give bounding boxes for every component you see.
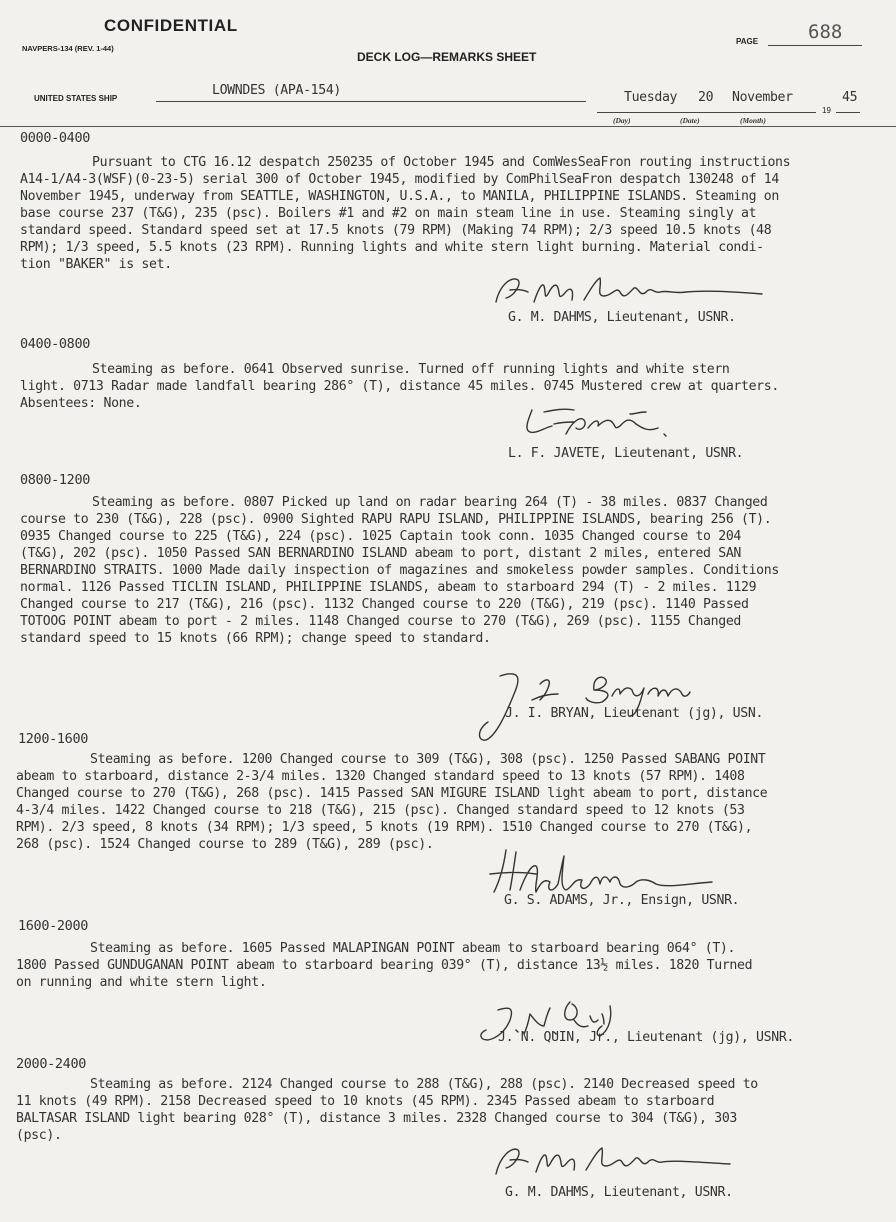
log-line: 11 knots (49 RPM). 2158 Decreased speed to 10 knots (45 RPM). 2345 Passed abeam to starboard [16, 1094, 715, 1109]
signer-name: L. F. JAVETE, Lieutenant, USNR. [508, 446, 744, 461]
log-line: 4-3/4 miles. 1422 Changed course to 218 (T&G), 215 (psc). Changed standard speed to 12 knots (53 [16, 803, 745, 818]
log-line: abeam to starboard, distance 2-3/4 miles. 1320 Changed standard speed to 13 knots (57 RPM). 1408 [16, 769, 745, 784]
log-line: Changed course to 270 (T&G), 268 (psc). 1415 Passed SAN MIGURE ISLAND light abeam to port, distance [16, 786, 768, 801]
log-line: course to 230 (T&G), 228 (psc). 0900 Sighted RAPU RAPU ISLAND, PHILIPPINE ISLANDS, bearing 256 (T). [20, 512, 772, 527]
signer-name: J. N. QUIN, Jr., Lieutenant (jg), USNR. [498, 1030, 794, 1045]
year-underline [836, 112, 860, 113]
log-line: Changed course to 217 (T&G), 216 (psc). 1132 Changed course to 220 (T&G), 219 (psc). 1140 Passed [20, 597, 749, 612]
log-line: BERNARDINO STRAITS. 1000 Made daily inspection of magazines and smokeless powder samples. Conditions [20, 563, 779, 578]
log-line: 268 (psc). 1524 Changed course to 289 (T&G), 289 (psc). [16, 837, 434, 852]
log-line: RPM); 1/3 speed, 5.5 knots (23 RPM). Running lights and white stern light burning. Material condi- [20, 240, 764, 255]
log-line: TOTOOG POINT abeam to port - 2 miles. 1148 Changed course to 270 (T&G), 269 (psc). 1155 Changed [20, 614, 742, 629]
ship-label: UNITED STATES SHIP [34, 94, 118, 103]
signature-dahms [488, 272, 788, 312]
classification-label: CONFIDENTIAL [104, 16, 238, 35]
log-line: standard speed to 15 knots (66 RPM); change speed to standard. [20, 631, 491, 646]
signature-javete [518, 402, 698, 442]
log-line: BALTASAR ISLAND light bearing 028° (T), distance 3 miles. 2328 Changed course to 304 (T&G), 303 [16, 1111, 738, 1126]
watch-label: 0000-0400 [20, 130, 90, 146]
watch-label: 2000-2400 [16, 1056, 86, 1072]
year-prefix: 19 [822, 106, 831, 115]
month-value: November [732, 90, 793, 105]
log-line: (T&G), 202 (psc). 1050 Passed SAN BERNARDINO ISLAND abeam to port, distant 2 miles, entered SAN [20, 546, 742, 561]
log-line: standard speed. Standard speed set at 17.5 knots (79 RPM) (Making 74 RPM); 2/3 speed 10.5 knots (48 [20, 223, 772, 238]
form-title: DECK LOG—REMARKS SHEET [357, 50, 537, 64]
log-line: Steaming as before. 1605 Passed MALAPINGAN POINT abeam to starboard bearing 064° (T). [90, 941, 736, 956]
log-line: Pursuant to CTG 16.12 despatch 250235 of October 1945 and ComWesSeaFron routing instructions [92, 155, 791, 170]
log-line: Steaming as before. 0807 Picked up land on radar bearing 264 (T) - 38 miles. 0837 Changed [92, 495, 768, 510]
log-line: light. 0713 Radar made landfall bearing 286° (T), distance 45 miles. 0745 Mustered crew at quarters. [20, 379, 779, 394]
log-line: A14-1/A4-3(WSF)(0-23-5) serial 300 of October 1945, modified by ComPhilSeaFron despatch 130248 of 14 [20, 172, 779, 187]
log-line: Steaming as before. 1200 Changed course to 309 (T&G), 308 (psc). 1250 Passed SABANG POINT [90, 752, 766, 767]
log-line: (psc). [16, 1128, 62, 1143]
log-line: on running and white stern light. [16, 975, 267, 990]
log-line: Absentees: None. [20, 396, 142, 411]
log-line: 0935 Changed course to 225 (T&G), 224 (psc). 1025 Captain took conn. 1035 Changed course to 204 [20, 529, 742, 544]
log-line: 1800 Passed GUNDUGANAN POINT abeam to starboard bearing 039° (T), distance 13½ miles. 1820 Turned [16, 958, 753, 973]
signer-name: J. I. BRYAN, Lieutenant (jg), USN. [505, 706, 764, 721]
log-line: RPM). 2/3 speed, 8 knots (34 RPM); 1/3 speed, 5 knots (19 RPM). 1510 Changed course to 270 (T&G), [16, 820, 753, 835]
day-value: Tuesday [624, 90, 678, 105]
date-underline [597, 112, 816, 113]
signature-dahms-2 [486, 1140, 756, 1184]
signer-name: G. M. DAHMS, Lieutenant, USNR. [508, 310, 736, 325]
signer-name: G. S. ADAMS, Jr., Ensign, USNR. [504, 893, 740, 908]
year-value: 45 [842, 90, 858, 105]
log-line: tion "BAKER" is set. [20, 257, 172, 272]
watch-label: 1600-2000 [18, 918, 88, 934]
log-line: November 1945, underway from SEATTLE, WASHINGTON, U.S.A., to MANILA, PHILIPPINE ISLANDS. Steaming on [20, 189, 779, 204]
header-rule [0, 126, 896, 127]
watch-label: 1200-1600 [18, 731, 88, 747]
day-caption: (Day) [613, 116, 631, 125]
log-line: Steaming as before. 0641 Observed sunrise. Turned off running lights and white stern [92, 362, 730, 377]
form-number: NAVPERS-134 (REV. 1-44) [22, 44, 114, 53]
ship-underline [156, 101, 586, 102]
log-line: Steaming as before. 2124 Changed course to 288 (T&G), 288 (psc). 2140 Decreased speed to [90, 1077, 758, 1092]
date-value: 20 [698, 90, 714, 105]
ship-name: LOWNDES (APA-154) [212, 83, 342, 98]
watch-label: 0800-1200 [20, 472, 90, 488]
log-line: base course 237 (T&G), 235 (psc). Boilers #1 and #2 on main steam line in use. Steaming singly at [20, 206, 757, 221]
month-caption: (Month) [740, 116, 766, 125]
log-line: normal. 1126 Passed TICLIN ISLAND, PHILIPPINE ISLANDS, abeam to starboard 294 (T) - 2 miles. 1129 [20, 580, 757, 595]
page-number: 688 [808, 21, 843, 43]
watch-label: 0400-0800 [20, 336, 90, 352]
signer-name: G. M. DAHMS, Lieutenant, USNR. [505, 1185, 733, 1200]
page-label: PAGE [736, 37, 759, 46]
page-underline [768, 45, 862, 46]
date-caption: (Date) [680, 116, 700, 125]
